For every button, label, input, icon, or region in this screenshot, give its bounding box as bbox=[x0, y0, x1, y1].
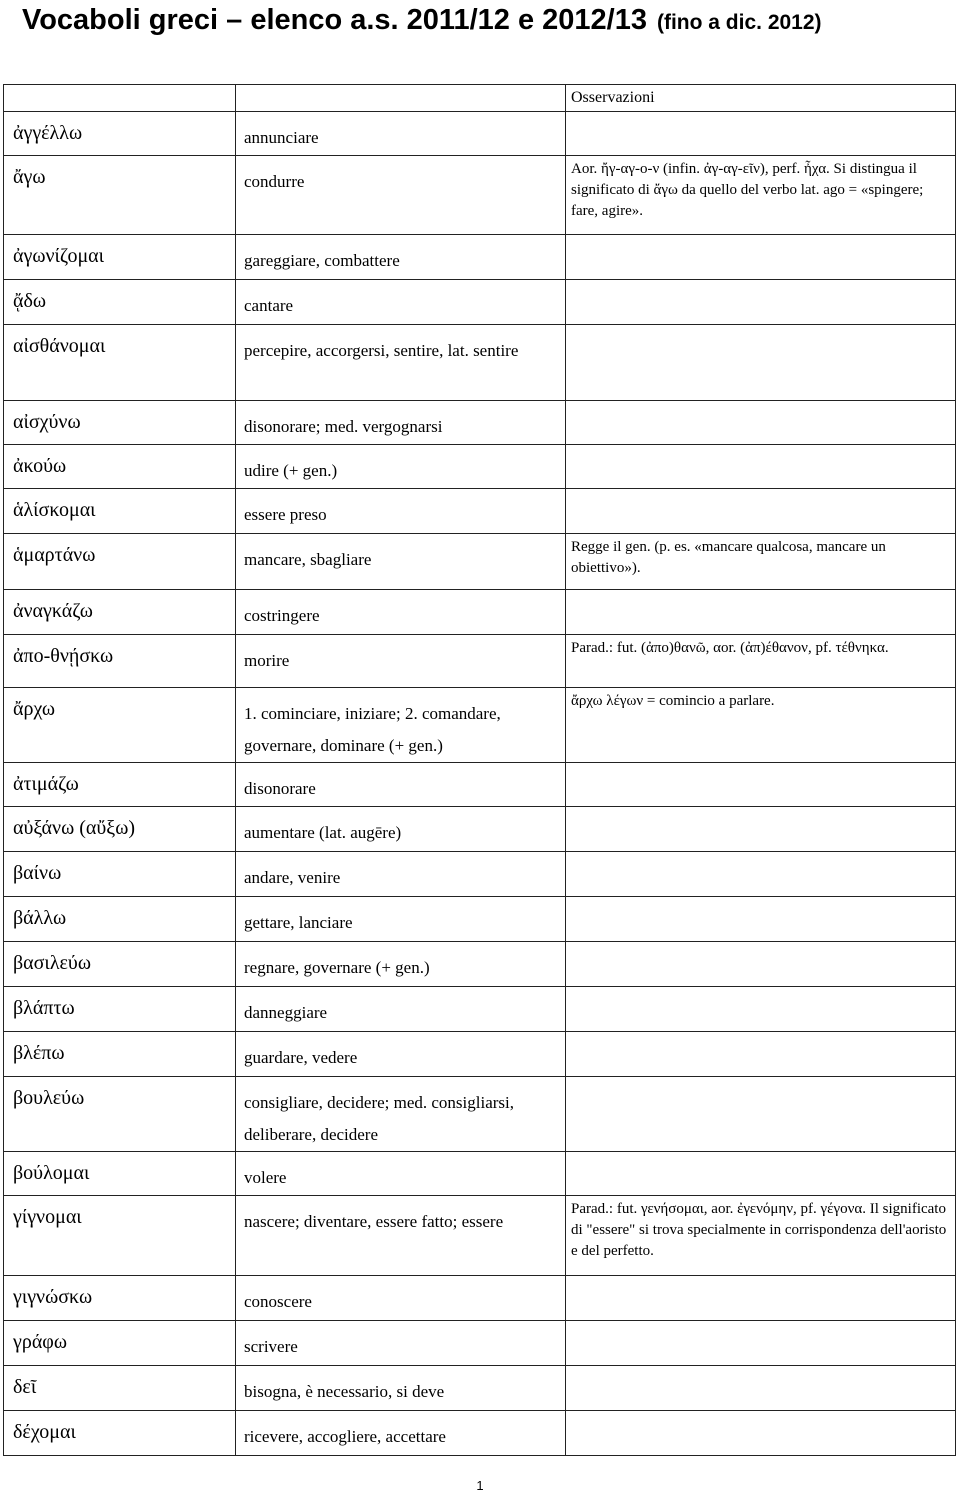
table-row bbox=[4, 942, 956, 987]
table-row bbox=[4, 688, 956, 763]
table-row bbox=[4, 534, 956, 590]
italian-meaning: aumentare (lat. augēre) bbox=[236, 807, 566, 852]
observation bbox=[566, 987, 956, 1032]
italian-meaning: guardare, vedere bbox=[236, 1032, 566, 1077]
header-observations: Osservazioni bbox=[566, 85, 956, 112]
header-italian-cell bbox=[236, 85, 566, 112]
italian-meaning: volere bbox=[236, 1152, 566, 1196]
observation bbox=[566, 942, 956, 987]
greek-word: δεῖ bbox=[4, 1366, 236, 1411]
header-greek-cell bbox=[4, 85, 236, 112]
observation bbox=[566, 1032, 956, 1077]
table-row bbox=[4, 235, 956, 280]
greek-word: ἁμαρτάνω bbox=[4, 534, 236, 590]
table-row bbox=[4, 635, 956, 688]
italian-meaning: conoscere bbox=[236, 1276, 566, 1321]
greek-word: ἀπο-θνῄσκω bbox=[4, 635, 236, 688]
table-row bbox=[4, 1411, 956, 1456]
greek-word: ἀτιμάζω bbox=[4, 763, 236, 807]
greek-word: ἁλίσκομαι bbox=[4, 489, 236, 534]
title-main: Vocaboli greci – elenco a.s. 2011/12 e 2012/13 bbox=[22, 4, 647, 36]
greek-word: ἀκούω bbox=[4, 445, 236, 489]
observation bbox=[566, 897, 956, 942]
observation bbox=[566, 1152, 956, 1196]
observation: Parad.: fut. γενήσομαι, aor. ἐγενόμην, pf. γέγονα. Il significato di "essere" si trova specialmente in corrispondenza dell'aoristo e del perfetto. bbox=[566, 1196, 956, 1276]
greek-word: γιγνώσκω bbox=[4, 1276, 236, 1321]
title-subtitle: (fino a dic. 2012) bbox=[656, 11, 822, 34]
observation bbox=[566, 1276, 956, 1321]
greek-word: βάλλω bbox=[4, 897, 236, 942]
observation bbox=[566, 590, 956, 635]
observation bbox=[566, 235, 956, 280]
italian-meaning: disonorare bbox=[236, 763, 566, 807]
italian-meaning: regnare, governare (+ gen.) bbox=[236, 942, 566, 987]
greek-word: αἰσθάνομαι bbox=[4, 325, 236, 401]
greek-word: ἀναγκάζω bbox=[4, 590, 236, 635]
greek-word: ἀγγέλλω bbox=[4, 112, 236, 156]
page-number: 1 bbox=[476, 1478, 484, 1493]
observation: Parad.: fut. (ἀπο)θανῶ, αor. (ἀπ)έθανον, pf. τέθνηκα. bbox=[566, 635, 956, 688]
table-row bbox=[4, 401, 956, 445]
italian-meaning: udire (+ gen.) bbox=[236, 445, 566, 489]
greek-word: βουλεύω bbox=[4, 1077, 236, 1152]
italian-meaning: annunciare bbox=[236, 112, 566, 156]
italian-meaning: cantare bbox=[236, 280, 566, 325]
italian-meaning: condurre bbox=[236, 156, 566, 235]
italian-meaning: bisogna, è necessario, si deve bbox=[236, 1366, 566, 1411]
observation bbox=[566, 401, 956, 445]
italian-meaning: gareggiare, combattere bbox=[236, 235, 566, 280]
italian-meaning: essere preso bbox=[236, 489, 566, 534]
observation bbox=[566, 1077, 956, 1152]
italian-meaning: mancare, sbagliare bbox=[236, 534, 566, 590]
table-row bbox=[4, 1366, 956, 1411]
observation bbox=[566, 1366, 956, 1411]
greek-word: βλέπω bbox=[4, 1032, 236, 1077]
greek-word: βασιλεύω bbox=[4, 942, 236, 987]
greek-word: βλάπτω bbox=[4, 987, 236, 1032]
italian-meaning: costringere bbox=[236, 590, 566, 635]
table-row bbox=[4, 763, 956, 807]
table-header-row bbox=[4, 85, 956, 112]
italian-meaning: danneggiare bbox=[236, 987, 566, 1032]
table-row bbox=[4, 280, 956, 325]
table-row bbox=[4, 445, 956, 489]
observation bbox=[566, 807, 956, 852]
greek-word: βούλομαι bbox=[4, 1152, 236, 1196]
observation: Aor. ἤγ-αγ-ο-ν (infin. ἀγ-αγ-εῖν), perf. ἦχα. Si distingua il significato di ἄγω da quello del verbo lat. ago = «spingere; fare, agire». bbox=[566, 156, 956, 235]
table-row bbox=[4, 112, 956, 156]
greek-word: αἰσχύνω bbox=[4, 401, 236, 445]
observation: ἄρχω λέγων = comincio a parlare. bbox=[566, 688, 956, 763]
table-row bbox=[4, 1276, 956, 1321]
observation bbox=[566, 1321, 956, 1366]
greek-word: ᾄδω bbox=[4, 280, 236, 325]
greek-word: ἄγω bbox=[4, 156, 236, 235]
italian-meaning: percepire, accorgersi, sentire, lat. sentire bbox=[236, 325, 566, 401]
observation bbox=[566, 489, 956, 534]
greek-word: ἀγωνίζομαι bbox=[4, 235, 236, 280]
greek-word: δέχομαι bbox=[4, 1411, 236, 1456]
italian-meaning: ricevere, accogliere, accettare bbox=[236, 1411, 566, 1456]
greek-word: ἄρχω bbox=[4, 688, 236, 763]
document-title bbox=[22, 0, 952, 40]
italian-meaning: disonorare; med. vergognarsi bbox=[236, 401, 566, 445]
greek-word: βαίνω bbox=[4, 852, 236, 897]
italian-meaning: gettare, lanciare bbox=[236, 897, 566, 942]
italian-meaning: andare, venire bbox=[236, 852, 566, 897]
table-row bbox=[4, 489, 956, 534]
observation bbox=[566, 763, 956, 807]
observation bbox=[566, 280, 956, 325]
observation bbox=[566, 112, 956, 156]
table-row bbox=[4, 1077, 956, 1152]
table-row bbox=[4, 987, 956, 1032]
italian-meaning: scrivere bbox=[236, 1321, 566, 1366]
italian-meaning: nascere; diventare, essere fatto; essere bbox=[236, 1196, 566, 1276]
observation bbox=[566, 325, 956, 401]
table-row bbox=[4, 807, 956, 852]
table-row bbox=[4, 1032, 956, 1077]
greek-word: γίγνομαι bbox=[4, 1196, 236, 1276]
observation bbox=[566, 445, 956, 489]
table-row bbox=[4, 590, 956, 635]
table-row bbox=[4, 325, 956, 401]
italian-meaning: 1. cominciare, iniziare; 2. comandare, governare, dominare (+ gen.) bbox=[236, 688, 566, 763]
vocabulary-table bbox=[3, 84, 956, 1456]
observation bbox=[566, 852, 956, 897]
greek-word: αὐξάνω (αὔξω) bbox=[4, 807, 236, 852]
table-row bbox=[4, 852, 956, 897]
table-row bbox=[4, 1196, 956, 1276]
table-row bbox=[4, 156, 956, 235]
italian-meaning: morire bbox=[236, 635, 566, 688]
table-row bbox=[4, 897, 956, 942]
italian-meaning: consigliare, decidere; med. consigliarsi, deliberare, decidere bbox=[236, 1077, 566, 1152]
table-row bbox=[4, 1152, 956, 1196]
table-row bbox=[4, 1321, 956, 1366]
observation: Regge il gen. (p. es. «mancare qualcosa, mancare un obiettivo»). bbox=[566, 534, 956, 590]
observation bbox=[566, 1411, 956, 1456]
greek-word: γράφω bbox=[4, 1321, 236, 1366]
